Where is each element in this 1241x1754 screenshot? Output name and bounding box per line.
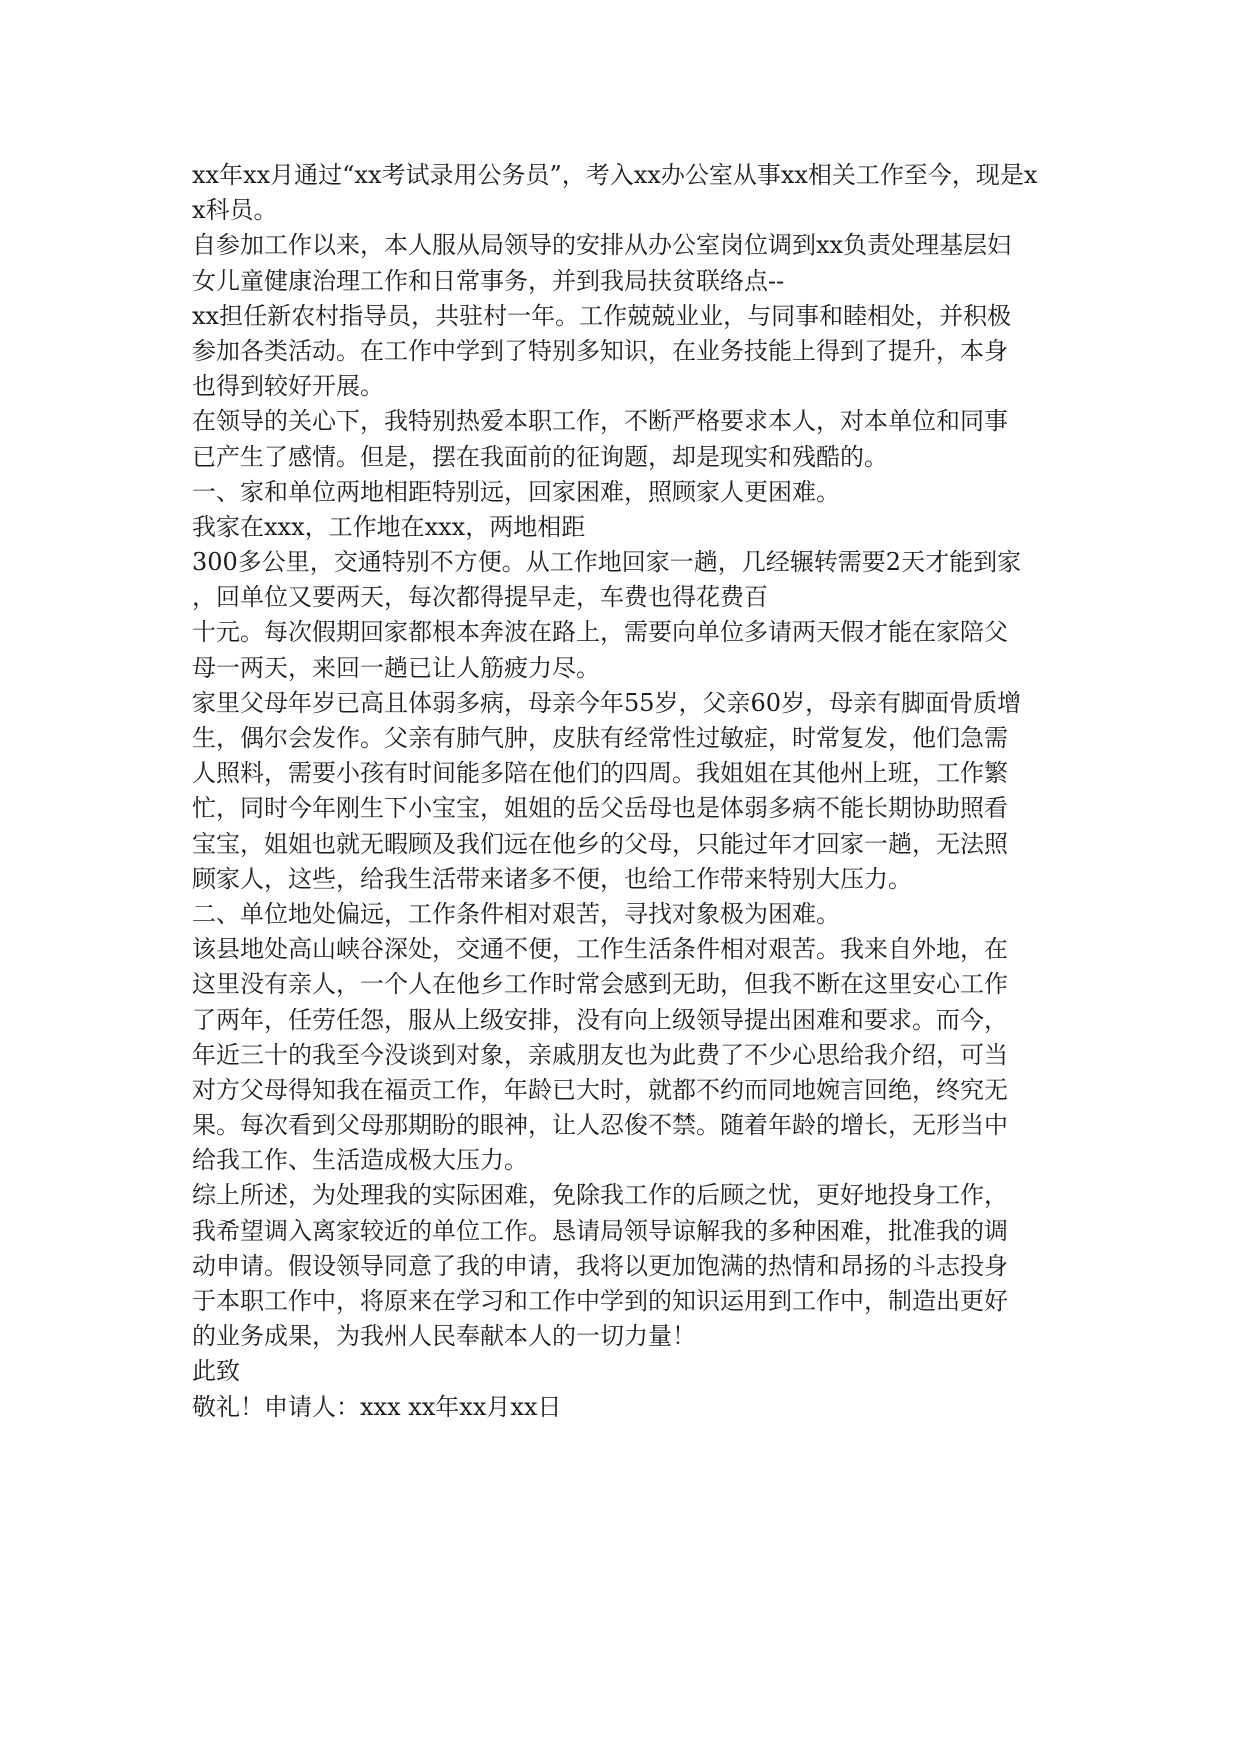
closing-line: 此致 bbox=[192, 1357, 240, 1386]
text-line: 该县地处高山峡谷深处，交通不便，工作生活条件相对艰苦。我来自外地，在 bbox=[192, 935, 1008, 964]
text-line: 了两年，任劳任怨，服从上级安排，没有向上级领导提出困难和要求。而今， bbox=[192, 1005, 1008, 1034]
text-line: 我家在xxx，工作地在xxx，两地相距 bbox=[192, 512, 586, 541]
text-line: 我希望调入离家较近的单位工作。恳请局领导谅解我的多种困难，批准我的调 bbox=[192, 1216, 1008, 1245]
text-line: 女儿童健康治理工作和日常事务，并到我局扶贫联络点-- bbox=[192, 266, 785, 295]
text-line: 自参加工作以来，本人服从局领导的安排从办公室岗位调到xx负责处理基层妇 bbox=[192, 231, 1012, 260]
text-line: xx担任新农村指导员，共驻村一年。工作兢兢业业，与同事和睦相处，并积极 bbox=[192, 301, 1012, 330]
section-heading: 二、单位地处偏远，工作条件相对艰苦，寻找对象极为困难。 bbox=[192, 899, 840, 928]
text-line: 年近三十的我至今没谈到对象，亲戚朋友也为此费了不少心思给我介绍，可当 bbox=[192, 1040, 1008, 1069]
text-line: 生，偶尔会发作。父亲有肺气肿，皮肤有经常性过敏症，时常复发，他们急需 bbox=[192, 724, 1008, 752]
text-line: 忙，同时今年刚生下小宝宝，姐姐的岳父岳母也是体弱多病不能长期协助照看 bbox=[192, 794, 1008, 823]
text-line: 在领导的关心下，我特别热爱本职工作，不断严格要求本人，对本单位和同事 bbox=[192, 407, 1008, 436]
text-line: ，回单位又要两天，每次都得提早走，车费也得花费百 bbox=[192, 583, 768, 612]
text-line: 参加各类活动。在工作中学到了特别多知识，在业务技能上得到了提升，本身 bbox=[192, 336, 1008, 365]
text-line: x科员。 bbox=[192, 196, 278, 225]
text-line: xx年xx月通过“xx考试录用公务员”，考入xx办公室从事xx相关工作至今，现是x bbox=[192, 161, 1038, 189]
text-line: 宝宝，姐姐也就无暇顾及我们远在他乡的父母，只能过年才回家一趟，无法照 bbox=[192, 829, 1008, 858]
text-line: 于本职工作中，将原来在学习和工作中学到的知识运用到工作中，制造出更好 bbox=[192, 1287, 1008, 1315]
text-line: 人照料，需要小孩有时间能多陪在他们的四周。我姐姐在其他州上班，工作繁 bbox=[192, 759, 1008, 788]
text-line: 家里父母年岁已高且体弱多病，母亲今年55岁，父亲60岁，母亲有脚面骨质增 bbox=[192, 688, 1022, 717]
text-line: 动申请。假设领导同意了我的申请，我将以更加饱满的热情和昂扬的斗志投身 bbox=[192, 1251, 1008, 1280]
signature-line: 敬礼！申请人：xxx xx年xx月xx日 bbox=[192, 1392, 562, 1421]
text-line: 十元。每次假期回家都根本奔波在路上，需要向单位多请两天假才能在家陪父 bbox=[192, 618, 1008, 647]
text-line: 300多公里，交通特别不方便。从工作地回家一趟，几经辗转需要2天才能到家 bbox=[192, 548, 1022, 577]
text-line: 母一两天，来回一趟已让人筋疲力尽。 bbox=[192, 653, 600, 682]
text-line: 果。每次看到父母那期盼的眼神，让人忍俊不禁。随着年龄的增长，无形当中 bbox=[192, 1111, 1008, 1140]
text-line: 也得到较好开展。 bbox=[192, 372, 384, 401]
text-line: 顾家人，这些，给我生活带来诸多不便，也给工作带来特别大压力。 bbox=[192, 864, 912, 893]
text-line: 这里没有亲人，一个人在他乡工作时常会感到无助，但我不断在这里安心工作 bbox=[192, 970, 1008, 999]
document-body bbox=[192, 158, 1054, 1425]
text-line: 对方父母得知我在福贡工作，年龄已大时，就都不约而同地婉言回绝，终究无 bbox=[192, 1075, 1008, 1104]
text-line: 综上所述，为处理我的实际困难，免除我工作的后顾之忧，更好地投身工作， bbox=[192, 1181, 1008, 1210]
section-heading: 一、家和单位两地相距特别远，回家困难，照顾家人更困难。 bbox=[192, 477, 840, 506]
text-line: 已产生了感情。但是，摆在我面前的征询题，却是现实和残酷的。 bbox=[192, 442, 888, 471]
text-line: 给我工作、生活造成极大压力。 bbox=[192, 1146, 528, 1175]
text-line: 的业务成果，为我州人民奉献本人的一切力量！ bbox=[192, 1322, 696, 1351]
